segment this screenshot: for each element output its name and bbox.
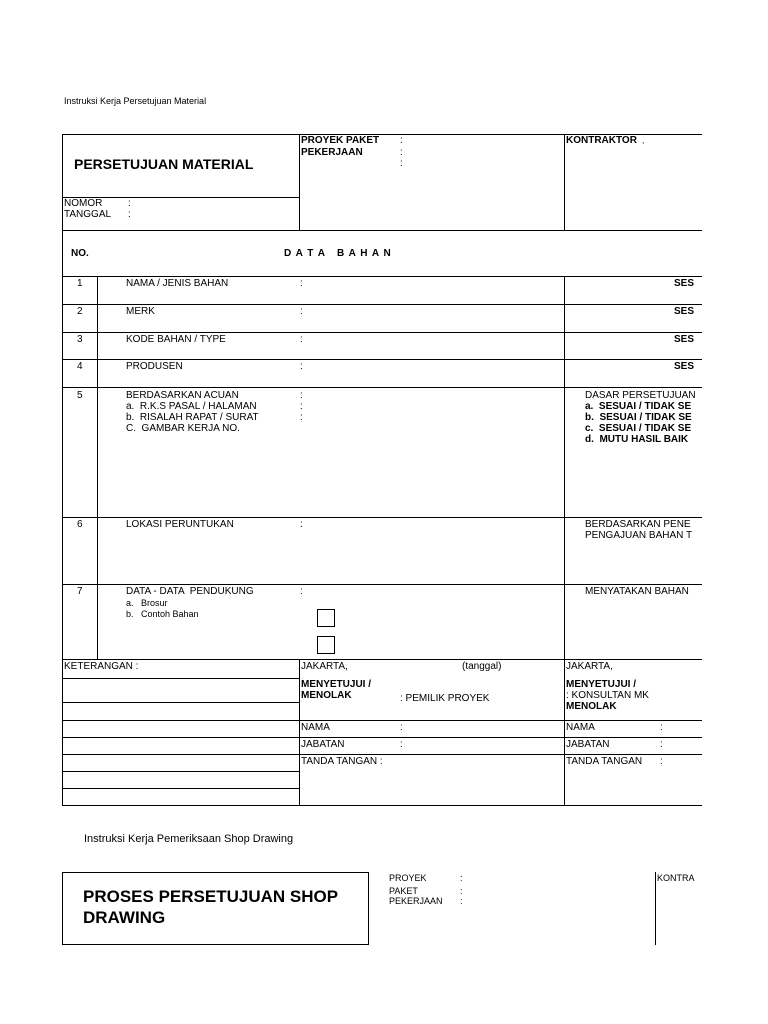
form1-caption: Instruksi Kerja Persetujuan Material <box>64 96 207 106</box>
jakarta-label: JAKARTA, <box>301 661 348 672</box>
data-bahan-header: D A T A B A H A N <box>284 248 392 259</box>
row6-no: 6 <box>77 519 83 530</box>
nama-label: NAMA <box>301 722 330 733</box>
contoh-bahan-checkbox[interactable] <box>317 636 335 654</box>
tanggal-placeholder: (tanggal) <box>462 661 502 672</box>
form2-paket: PAKET <box>389 886 418 896</box>
extra-colon: : <box>400 158 403 169</box>
kontraktor-label: KONTRAKTOR <box>566 135 637 146</box>
row1-ses: SES <box>674 278 695 289</box>
form2-caption: Instruksi Kerja Pemeriksaan Shop Drawing <box>84 833 294 845</box>
keterangan-label: KETERANGAN : <box>64 661 139 672</box>
row4-ses: SES <box>674 361 695 372</box>
brosur-checkbox[interactable] <box>317 609 335 627</box>
nomor-colon: : <box>128 198 131 209</box>
form2-kontra: KONTRA <box>657 873 695 883</box>
row3-no: 3 <box>77 334 83 345</box>
row1-label: NAMA / JENIS BAHAN <box>126 278 229 289</box>
proyek-label: PROYEK PAKET <box>301 135 380 146</box>
menolak-right-label: MENOLAK <box>566 701 617 712</box>
row2-label: MERK <box>126 306 155 317</box>
row1-colon: : <box>300 278 303 289</box>
nomor-label: NOMOR <box>64 198 103 209</box>
row6-colon: : <box>300 519 303 530</box>
row3-label: KODE BAHAN / TYPE <box>126 334 226 345</box>
pemilik-proyek: : PEMILIK PROYEK <box>400 693 490 704</box>
nama-right-label: NAMA <box>566 722 595 733</box>
row6-right-1: BERDASARKAN PENE <box>585 519 691 530</box>
proyek-colon: : <box>400 135 403 146</box>
menolak-label: MENOLAK <box>301 690 352 701</box>
row6-right-2: PENGAJUAN BAHAN T <box>585 530 693 541</box>
row5-no: 5 <box>77 390 83 401</box>
form2-paket-colon: : <box>460 886 463 896</box>
row5-sub-c: C. GAMBAR KERJA NO. <box>126 423 240 434</box>
row4-colon: : <box>300 361 303 372</box>
row4-no: 4 <box>77 361 83 372</box>
row5-colon-2: : <box>300 401 303 412</box>
pekerjaan-colon: : <box>400 147 403 158</box>
nama-right-colon: : <box>660 722 663 733</box>
row5-opt-c: c. SESUAI / TIDAK SE <box>585 423 692 434</box>
form2-pekerjaan-colon: : <box>460 896 463 906</box>
form2-proyek: PROYEK <box>389 873 427 883</box>
tanda-tangan-label: TANDA TANGAN : <box>301 756 383 767</box>
jabatan-colon: : <box>400 739 403 750</box>
row5-label: BERDASARKAN ACUAN <box>126 390 239 401</box>
tanggal-colon: : <box>128 209 131 220</box>
row5-colon-1: : <box>300 390 303 401</box>
row7-sub-a: a. Brosur <box>126 598 168 608</box>
row5-sub-a: a. R.K.S PASAL / HALAMAN <box>126 401 257 412</box>
row5-colon-3: : <box>300 412 303 423</box>
form1-title: PERSETUJUAN MATERIAL <box>74 156 254 172</box>
jabatan-label: JABATAN <box>301 739 345 750</box>
tanda-tangan-right-colon: : <box>660 756 663 767</box>
konsultan-mk: : KONSULTAN MK <box>566 690 649 701</box>
row7-sub-b: b. Contoh Bahan <box>126 609 199 619</box>
row7-label: DATA - DATA PENDUKUNG <box>126 586 254 597</box>
row1-no: 1 <box>77 278 83 289</box>
jabatan-right-label: JABATAN <box>566 739 610 750</box>
row5-dasar: DASAR PERSETUJUAN <box>585 390 696 401</box>
row7-colon: : <box>300 586 303 597</box>
no-header: NO. <box>71 248 89 259</box>
nama-colon: : <box>400 722 403 733</box>
form2-title-line2: DRAWING <box>83 908 166 927</box>
row7-no: 7 <box>77 586 83 597</box>
form2-title-line1: PROSES PERSETUJUAN SHOP <box>83 887 339 906</box>
row3-colon: : <box>300 334 303 345</box>
jabatan-right-colon: : <box>660 739 663 750</box>
row5-opt-a: a. SESUAI / TIDAK SE <box>585 401 692 412</box>
row4-label: PRODUSEN <box>126 361 183 372</box>
tanggal-label: TANGGAL <box>64 209 112 220</box>
menyetujui-right-label: MENYETUJUI / <box>566 679 637 690</box>
row5-opt-b: b. SESUAI / TIDAK SE <box>585 412 692 423</box>
row3-ses: SES <box>674 334 695 345</box>
pekerjaan-label: PEKERJAAN <box>301 147 363 158</box>
row2-colon: : <box>300 306 303 317</box>
menyetujui-label: MENYETUJUI / <box>301 679 372 690</box>
row5-sub-b: b. RISALAH RAPAT / SURAT <box>126 412 259 423</box>
row6-label: LOKASI PERUNTUKAN <box>126 519 234 530</box>
row2-ses: SES <box>674 306 695 317</box>
row7-right: MENYATAKAN BAHAN <box>585 586 689 597</box>
row2-no: 2 <box>77 306 83 317</box>
form2-proyek-colon: : <box>460 873 463 883</box>
kontraktor-colon: , <box>642 136 645 145</box>
row5-opt-d: d. MUTU HASIL BAIK <box>585 434 689 445</box>
tanda-tangan-right-label: TANDA TANGAN <box>566 756 643 767</box>
form2-pekerjaan: PEKERJAAN <box>389 896 443 906</box>
jakarta-right-label: JAKARTA, <box>566 661 613 672</box>
